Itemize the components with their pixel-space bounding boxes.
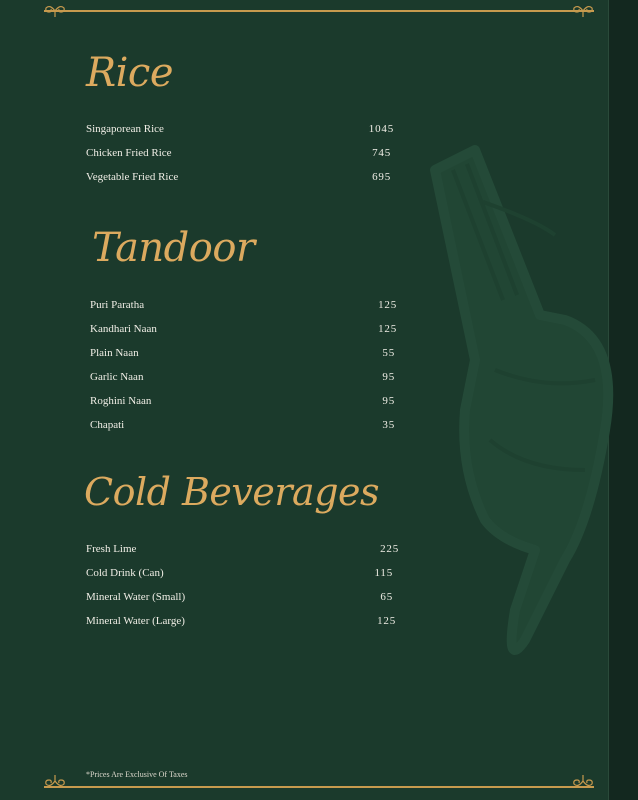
menu-item-price: 115 xyxy=(374,567,393,579)
menu-item-price: 65 xyxy=(380,591,393,603)
top-border-rule xyxy=(44,10,594,12)
tax-footnote: *Prices Are Exclusive Of Taxes xyxy=(86,770,188,779)
menu-item-name: Kandhari Naan xyxy=(90,323,157,335)
menu-item-price: 95 xyxy=(382,371,395,383)
menu-item-price: 125 xyxy=(377,615,396,627)
menu-item-name: Cold Drink (Can) xyxy=(86,567,164,579)
menu-item-name: Mineral Water (Small) xyxy=(86,591,186,603)
menu-item-name: Roghini Naan xyxy=(90,395,152,407)
menu-item-name: Chapati xyxy=(90,419,125,431)
menu-item-name: Vegetable Fried Rice xyxy=(86,171,179,183)
menu-item-name: Garlic Naan xyxy=(90,371,144,383)
cutlery-watermark-icon xyxy=(405,140,620,660)
menu-item-price: 95 xyxy=(382,395,395,407)
menu-item-price: 225 xyxy=(380,543,399,555)
menu-item-price: 1045 xyxy=(368,123,394,135)
menu-item-price: 125 xyxy=(378,323,397,335)
menu-item-name: Mineral Water (Large) xyxy=(86,615,185,627)
flourish-ornament-icon xyxy=(44,773,66,789)
menu-item-price: 695 xyxy=(372,171,391,183)
menu-item-price: 55 xyxy=(382,347,395,359)
menu-item-name: Singaporean Rice xyxy=(86,123,164,135)
menu-item-name: Fresh Lime xyxy=(86,543,137,555)
menu-item-price: 125 xyxy=(378,299,397,311)
menu-item-name: Puri Paratha xyxy=(90,299,145,311)
section-title-cold-beverages: Cold Beverages xyxy=(84,470,380,514)
section-title-rice: Rice xyxy=(86,50,173,96)
menu-item-name: Plain Naan xyxy=(90,347,139,359)
menu-item-name: Chicken Fried Rice xyxy=(86,147,172,159)
bottom-border-rule xyxy=(44,786,594,788)
flourish-ornament-icon xyxy=(572,3,594,19)
section-title-tandoor: Tandoor xyxy=(92,225,255,271)
menu-item-price: 35 xyxy=(382,419,395,431)
flourish-ornament-icon xyxy=(44,3,66,19)
flourish-ornament-icon xyxy=(572,773,594,789)
menu-item-price: 745 xyxy=(372,147,391,159)
